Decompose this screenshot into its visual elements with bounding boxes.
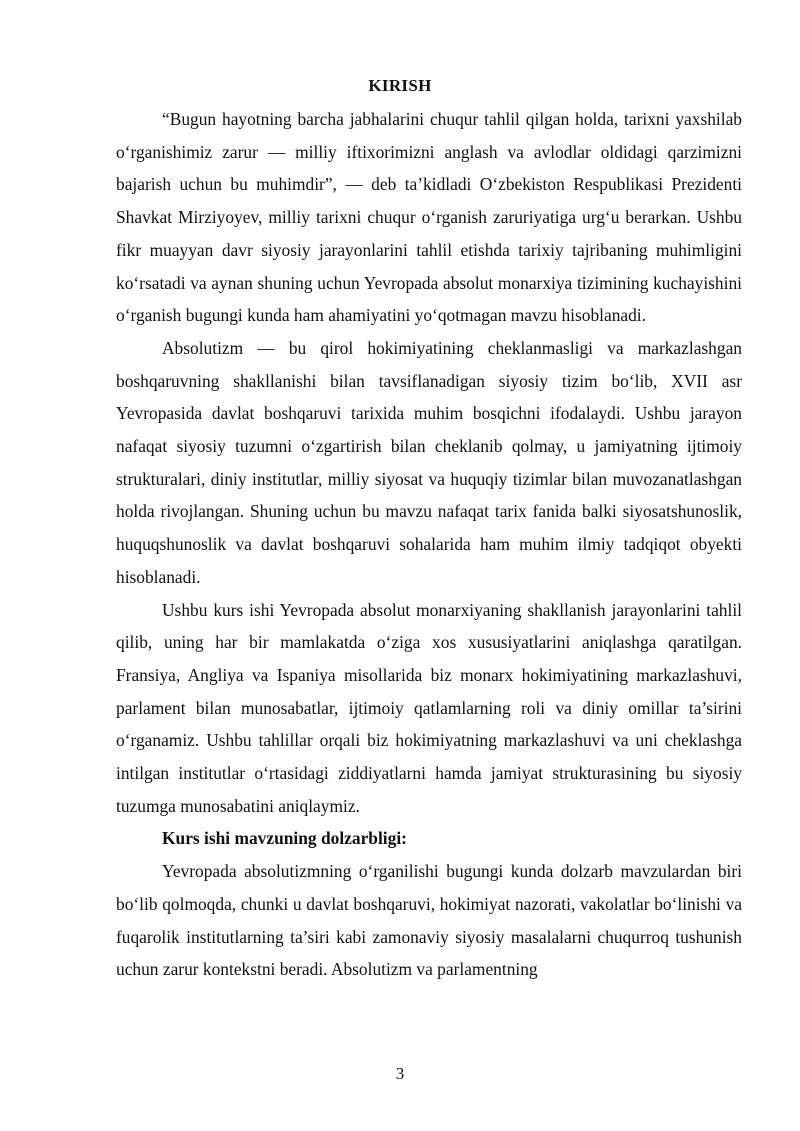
- paragraph-course-goal: Ushbu kurs ishi Yevropada absolut monarxiyaning shakllanish jarayonlarini tahlil qilib, uning har bir mamlakatda o‘ziga xos xususiyatlarini aniqlashga qaratilgan. Fransiya, Angliya va Ispaniya misollarida biz monarx hokimiyatining markazlashuvi, parlament bilan munosabatlar, ijtimoiy qatlamlarning roli va diniy omillar ta’sirini o‘rganamiz. Ushbu tahlillar orqali biz hokimiyatning markazlashuvi va uni cheklashga intilgan institutlar o‘rtasidagi ziddiyatlarni hamda jamiyat strukturasining bu siyosiy tuzumga munosabatini aniqlaymiz.: [116, 599, 742, 816]
- page-title: KIRISH: [368, 76, 432, 95]
- section-heading-relevance: Kurs ishi mavzuning dolzarbligi:: [162, 828, 407, 849]
- paragraph-absolutism-definition: Absolutizm — bu qirol hokimiyatining cheklanmasligi va markazlashgan boshqaruvning shakllanishi bilan tavsiflanadigan siyosiy tizim bo‘lib, XVII asr Yevropasida davlat boshqaruvi tarixida muhim bosqichni ifodalaydi. Ushbu jarayon nafaqat siyosiy tuzumni o‘zgartirish bilan cheklanib qolmay, u jamiyatning ijtimoiy strukturalari, diniy institutlar, milliy siyosat va huquqiy tizimlar bilan muvozanatlashgan holda rivojlangan. Shuning uchun bu mavzu nafaqat tarix fanida balki siyosatshunoslik, huquqshunoslik va davlat boshqaruvi sohalarida ham muhim ilmiy tadqiqot obyekti hisoblanadi.: [116, 337, 742, 587]
- paragraph-relevance: Yevropada absolutizmning o‘rganilishi bugungi kunda dolzarb mavzulardan biri bo‘lib qolmoqda, chunki u davlat boshqaruvi, hokimiyat nazorati, vakolatlar bo‘linishi va fuqarolik institutlarning ta’siri kabi zamonaviy siyosiy masalalarni chuqurroq tushunish uchun zarur kontekstni beradi. Absolutizm va parlamentning: [116, 861, 742, 980]
- paragraph-intro-quote: “Bugun hayotning barcha jabhalarini chuqur tahlil qilgan holda, tarixni yaxshilab o‘rganishimiz zarur — milliy iftixorimizni anglash va avlodlar oldidagi qarzimizni bajarish uchun bu muhimdir”, — deb ta’kidladi O‘zbekiston Respublikasi Prezidenti Shavkat Mirziyoyev, milliy tarixni chuqur o‘rganish zaruriyatiga urg‘u berarkan. Ushbu fikr muayyan davr siyosiy jarayonlarini tahlil etishda tarixiy tajribaning muhimligini ko‘rsatadi va aynan shuning uchun Yevropada absolut monarxiya tizimining kuchayishini o‘rganish bugungi kunda ham ahamiyatini yo‘qotmagan mavzu hisoblanadi.: [116, 109, 742, 326]
- document-body: [116, 103, 742, 986]
- page-number: 3: [395, 1064, 405, 1083]
